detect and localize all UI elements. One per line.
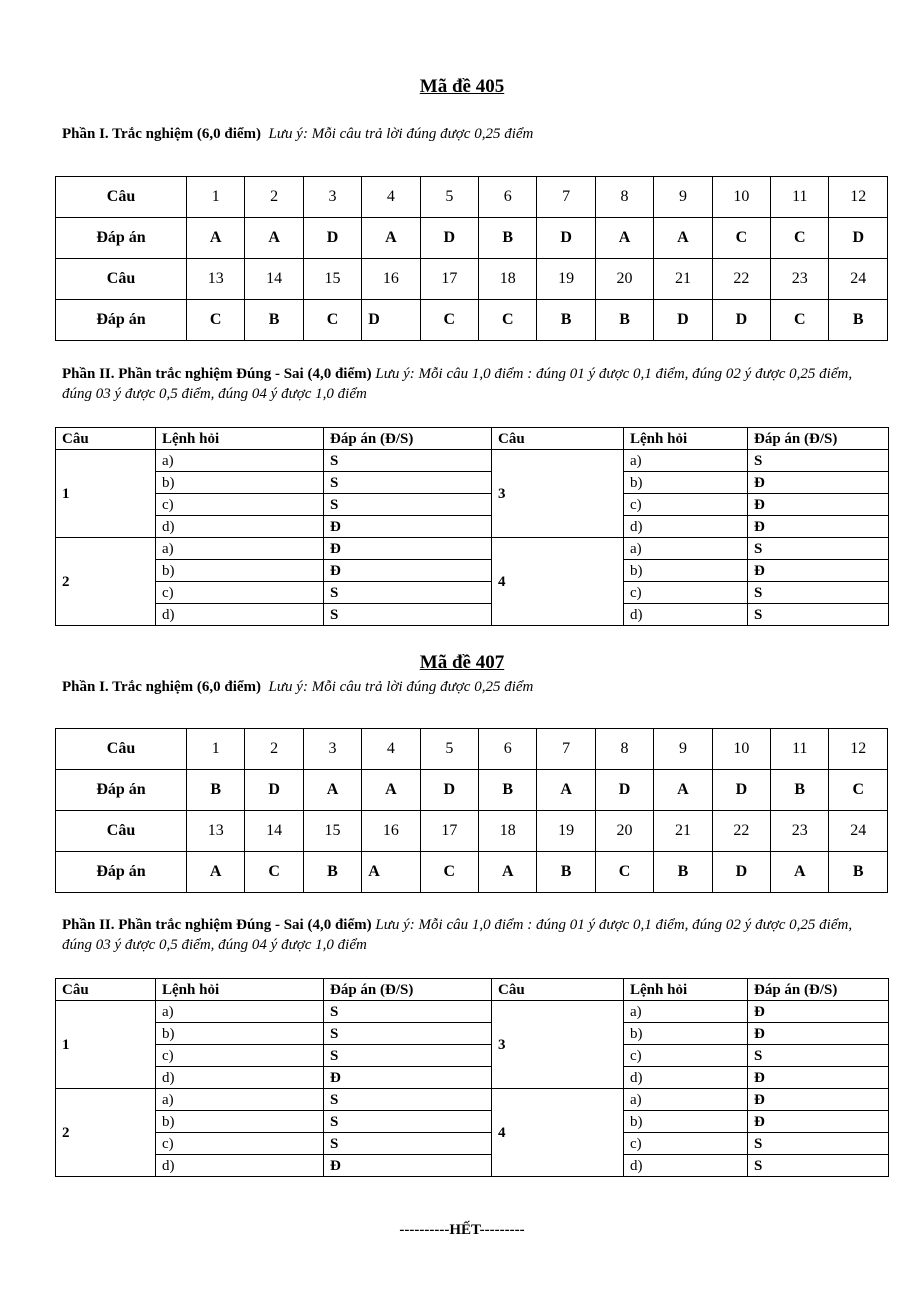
column-header: Câu (56, 428, 156, 450)
question-number-cell: 21 (654, 259, 712, 300)
end-marker: ----------HẾT--------- (399, 1222, 525, 1238)
question-number-cell: 12 (829, 177, 888, 218)
statement-label: d) (624, 516, 748, 538)
answer-value: Đ (324, 538, 492, 560)
answer-cell: A (362, 770, 420, 811)
table-row (56, 494, 889, 516)
answer-cell: B (654, 852, 712, 893)
answer-value: S (748, 1045, 889, 1067)
answer-value: S (748, 582, 889, 604)
answer-value: Đ (748, 1111, 889, 1133)
answer-cell: D (303, 218, 361, 259)
table-row (56, 1089, 889, 1111)
answer-cell: A (771, 852, 829, 893)
question-number-cell: 22 (712, 811, 770, 852)
table-row (56, 1045, 889, 1067)
question-number-cell: 4 (362, 177, 420, 218)
statement-label: b) (156, 472, 324, 494)
table-row (56, 1067, 889, 1089)
answer-cell: A (479, 852, 537, 893)
question-number-cell: 24 (829, 811, 888, 852)
true-false-answer-table (55, 427, 889, 626)
question-number-cell: 10 (712, 729, 770, 770)
statement-label: c) (624, 1045, 748, 1067)
question-number-cell: 21 (654, 811, 712, 852)
question-number-cell: 2 (245, 177, 303, 218)
part2-heading-block (62, 364, 862, 404)
question-number-cell: 14 (245, 259, 303, 300)
statement-label: c) (156, 494, 324, 516)
table-row (56, 1001, 889, 1023)
answer-value: S (324, 1023, 492, 1045)
question-number-cell: 23 (771, 811, 829, 852)
part2-heading: Phần II. Phần trắc nghiệm Đúng - Sai (4,0 điểm) (62, 366, 372, 382)
answer-cell: D (712, 852, 770, 893)
question-number-cell: 3 (303, 177, 361, 218)
statement-label: b) (156, 1023, 324, 1045)
answer-cell: B (187, 770, 245, 811)
question-number-cell: 2 (245, 729, 303, 770)
part2-heading: Phần II. Phần trắc nghiệm Đúng - Sai (4,0 điểm) (62, 917, 372, 933)
question-number-cell: 7 (537, 729, 595, 770)
statement-label: d) (624, 1155, 748, 1177)
question-number-row (56, 811, 888, 852)
part2-note: Lưu ý: Mỗi câu 1,0 điểm : đúng 01 ý được 0,1 điểm, đúng 02 ý được 0,25 điểm, đúng 03 ý được 0,5 điểm, đúng 04 ý được 1,0 điểm (62, 917, 853, 953)
statement-label: a) (156, 1089, 324, 1111)
answer-value: S (324, 472, 492, 494)
answer-cell: B (829, 852, 888, 893)
answer-value: S (324, 1133, 492, 1155)
table-row (56, 582, 889, 604)
answer-cell: B (537, 300, 595, 341)
answer-value: S (748, 450, 889, 472)
statement-label: c) (156, 1133, 324, 1155)
table-row (56, 538, 889, 560)
answer-cell: C (712, 218, 770, 259)
column-header: Lệnh hỏi (624, 428, 748, 450)
answer-cell: D (654, 300, 712, 341)
answer-cell: C (595, 852, 653, 893)
answer-cell: C (420, 852, 478, 893)
question-number: 2 (56, 538, 156, 626)
question-number-cell: 13 (187, 811, 245, 852)
statement-label: d) (624, 1067, 748, 1089)
answer-value: S (748, 604, 889, 626)
answer-value: S (324, 582, 492, 604)
answer-value: S (324, 1001, 492, 1023)
table-row (56, 472, 889, 494)
question-number-cell: 7 (537, 177, 595, 218)
answer-value: S (324, 450, 492, 472)
statement-label: b) (624, 1023, 748, 1045)
answer-cell: C (187, 300, 245, 341)
answer-cell: B (829, 300, 888, 341)
answer-value: Đ (748, 1001, 889, 1023)
answer-cell: D (712, 770, 770, 811)
question-number-cell: 18 (479, 811, 537, 852)
question-number: 1 (56, 1001, 156, 1089)
question-number: 2 (56, 1089, 156, 1177)
question-number-cell: 9 (654, 729, 712, 770)
answer-value: Đ (748, 1067, 889, 1089)
answer-value: S (324, 604, 492, 626)
answer-cell: D (245, 770, 303, 811)
question-number-cell: 5 (420, 177, 478, 218)
statement-label: d) (156, 604, 324, 626)
answer-value: Đ (748, 1089, 889, 1111)
answer-cell: C (829, 770, 888, 811)
question-number-cell: 20 (595, 811, 653, 852)
statement-label: c) (624, 1133, 748, 1155)
statement-label: a) (156, 538, 324, 560)
statement-label: c) (156, 582, 324, 604)
answer-cell: C (771, 300, 829, 341)
part1-heading: Phần I. Trắc nghiệm (6,0 điểm) (62, 679, 262, 695)
answer-cell: B (479, 770, 537, 811)
row-label-answer: Đáp án (56, 300, 187, 341)
statement-label: c) (624, 582, 748, 604)
answer-row (56, 852, 888, 893)
question-number-cell: 11 (771, 729, 829, 770)
answer-cell: A (537, 770, 595, 811)
answer-value: Đ (748, 472, 889, 494)
question-number-cell: 5 (420, 729, 478, 770)
question-number-cell: 18 (479, 259, 537, 300)
answer-value: S (324, 494, 492, 516)
answer-cell: C (771, 218, 829, 259)
question-number-row (56, 177, 888, 218)
part1-heading-line (62, 679, 533, 696)
statement-label: a) (624, 538, 748, 560)
question-number-cell: 6 (479, 177, 537, 218)
answer-cell: A (187, 218, 245, 259)
table-row (56, 1111, 889, 1133)
multiple-choice-answer-table (55, 728, 888, 893)
question-number-row (56, 259, 888, 300)
answer-value: Đ (748, 560, 889, 582)
answer-cell: B (595, 300, 653, 341)
answer-cell: B (479, 218, 537, 259)
exam-code-title: Mã đề 405 (419, 76, 505, 97)
statement-label: c) (156, 1045, 324, 1067)
answer-value: Đ (748, 1023, 889, 1045)
column-header: Đáp án (Đ/S) (324, 979, 492, 1001)
answer-cell: D (829, 218, 888, 259)
question-number-cell: 3 (303, 729, 361, 770)
question-number-cell: 14 (245, 811, 303, 852)
question-number-row (56, 729, 888, 770)
true-false-answer-table (55, 978, 889, 1177)
answer-value: S (324, 1045, 492, 1067)
question-number: 4 (492, 1089, 624, 1177)
question-number-cell: 19 (537, 811, 595, 852)
question-number-cell: 8 (595, 177, 653, 218)
answer-cell: A (654, 770, 712, 811)
question-number-cell: 23 (771, 259, 829, 300)
question-number-cell: 1 (187, 729, 245, 770)
statement-label: a) (624, 1089, 748, 1111)
statement-label: b) (156, 1111, 324, 1133)
answer-cell: D (537, 218, 595, 259)
statement-label: b) (624, 560, 748, 582)
multiple-choice-answer-table (55, 176, 888, 341)
answer-cell: D (420, 218, 478, 259)
column-header: Lệnh hỏi (156, 979, 324, 1001)
answer-value: Đ (324, 1067, 492, 1089)
answer-value: Đ (748, 494, 889, 516)
statement-label: b) (624, 1111, 748, 1133)
answer-cell: C (420, 300, 478, 341)
answer-cell: B (303, 852, 361, 893)
exam-code-title: Mã đề 407 (419, 652, 505, 673)
answer-cell: A (187, 852, 245, 893)
question-number-cell: 22 (712, 259, 770, 300)
answer-row (56, 300, 888, 341)
answer-cell: D (595, 770, 653, 811)
column-header: Câu (56, 979, 156, 1001)
answer-value: S (324, 1111, 492, 1133)
answer-value: S (748, 1133, 889, 1155)
question-number: 1 (56, 450, 156, 538)
answer-value: S (748, 538, 889, 560)
question-number-cell: 8 (595, 729, 653, 770)
question-number-cell: 11 (771, 177, 829, 218)
statement-label: a) (624, 1001, 748, 1023)
statement-label: a) (156, 1001, 324, 1023)
question-number-cell: 15 (303, 259, 361, 300)
question-number: 3 (492, 450, 624, 538)
answer-cell: B (245, 300, 303, 341)
question-number-cell: 9 (654, 177, 712, 218)
part2-heading-block (62, 915, 862, 955)
part1-note: Lưu ý: Mỗi câu trả lời đúng được 0,25 điểm (268, 679, 534, 695)
table-row (56, 1023, 889, 1045)
statement-label: b) (624, 472, 748, 494)
answer-cell: C (479, 300, 537, 341)
question-number-cell: 4 (362, 729, 420, 770)
row-label-answer: Đáp án (56, 852, 187, 893)
question-number-cell: 15 (303, 811, 361, 852)
table-row (56, 604, 889, 626)
table-row (56, 516, 889, 538)
question-number-cell: 10 (712, 177, 770, 218)
row-label-answer: Đáp án (56, 770, 187, 811)
statement-label: a) (624, 450, 748, 472)
answer-cell: D (362, 300, 420, 341)
statement-label: d) (156, 1067, 324, 1089)
answer-cell: D (712, 300, 770, 341)
column-header: Câu (492, 979, 624, 1001)
statement-label: d) (156, 516, 324, 538)
answer-cell: A (362, 852, 420, 893)
answer-cell: A (303, 770, 361, 811)
table-row (56, 1133, 889, 1155)
table-row (56, 1155, 889, 1177)
row-label-answer: Đáp án (56, 218, 187, 259)
question-number-cell: 24 (829, 259, 888, 300)
statement-label: d) (156, 1155, 324, 1177)
question-number-cell: 16 (362, 811, 420, 852)
table-row (56, 450, 889, 472)
part1-heading: Phần I. Trắc nghiệm (6,0 điểm) (62, 126, 262, 142)
statement-label: a) (156, 450, 324, 472)
answer-cell: D (420, 770, 478, 811)
row-label-question: Câu (56, 177, 187, 218)
answer-cell: A (245, 218, 303, 259)
question-number-cell: 13 (187, 259, 245, 300)
row-label-question: Câu (56, 729, 187, 770)
row-label-question: Câu (56, 811, 187, 852)
question-number-cell: 19 (537, 259, 595, 300)
column-header: Đáp án (Đ/S) (748, 979, 889, 1001)
part1-heading-line (62, 126, 533, 143)
answer-cell: A (595, 218, 653, 259)
question-number-cell: 16 (362, 259, 420, 300)
question-number-cell: 20 (595, 259, 653, 300)
answer-cell: C (303, 300, 361, 341)
table-header-row (56, 428, 889, 450)
answer-value: S (324, 1089, 492, 1111)
question-number-cell: 12 (829, 729, 888, 770)
column-header: Đáp án (Đ/S) (748, 428, 889, 450)
column-header: Câu (492, 428, 624, 450)
answer-cell: C (245, 852, 303, 893)
answer-cell: A (654, 218, 712, 259)
question-number-cell: 1 (187, 177, 245, 218)
answer-cell: B (537, 852, 595, 893)
answer-value: Đ (324, 1155, 492, 1177)
column-header: Lệnh hỏi (624, 979, 748, 1001)
part2-note: Lưu ý: Mỗi câu 1,0 điểm : đúng 01 ý được 0,1 điểm, đúng 02 ý được 0,25 điểm, đúng 03 ý được 0,5 điểm, đúng 04 ý được 1,0 điểm (62, 366, 853, 402)
row-label-question: Câu (56, 259, 187, 300)
statement-label: b) (156, 560, 324, 582)
answer-row (56, 770, 888, 811)
question-number: 4 (492, 538, 624, 626)
answer-row (56, 218, 888, 259)
table-row (56, 560, 889, 582)
answer-value: Đ (748, 516, 889, 538)
statement-label: c) (624, 494, 748, 516)
answer-cell: A (362, 218, 420, 259)
part1-note: Lưu ý: Mỗi câu trả lời đúng được 0,25 điểm (268, 126, 534, 142)
column-header: Lệnh hỏi (156, 428, 324, 450)
question-number-cell: 17 (420, 259, 478, 300)
answer-cell: B (771, 770, 829, 811)
question-number-cell: 6 (479, 729, 537, 770)
answer-value: Đ (324, 516, 492, 538)
column-header: Đáp án (Đ/S) (324, 428, 492, 450)
table-header-row (56, 979, 889, 1001)
answer-value: Đ (324, 560, 492, 582)
answer-value: S (748, 1155, 889, 1177)
statement-label: d) (624, 604, 748, 626)
question-number: 3 (492, 1001, 624, 1089)
question-number-cell: 17 (420, 811, 478, 852)
